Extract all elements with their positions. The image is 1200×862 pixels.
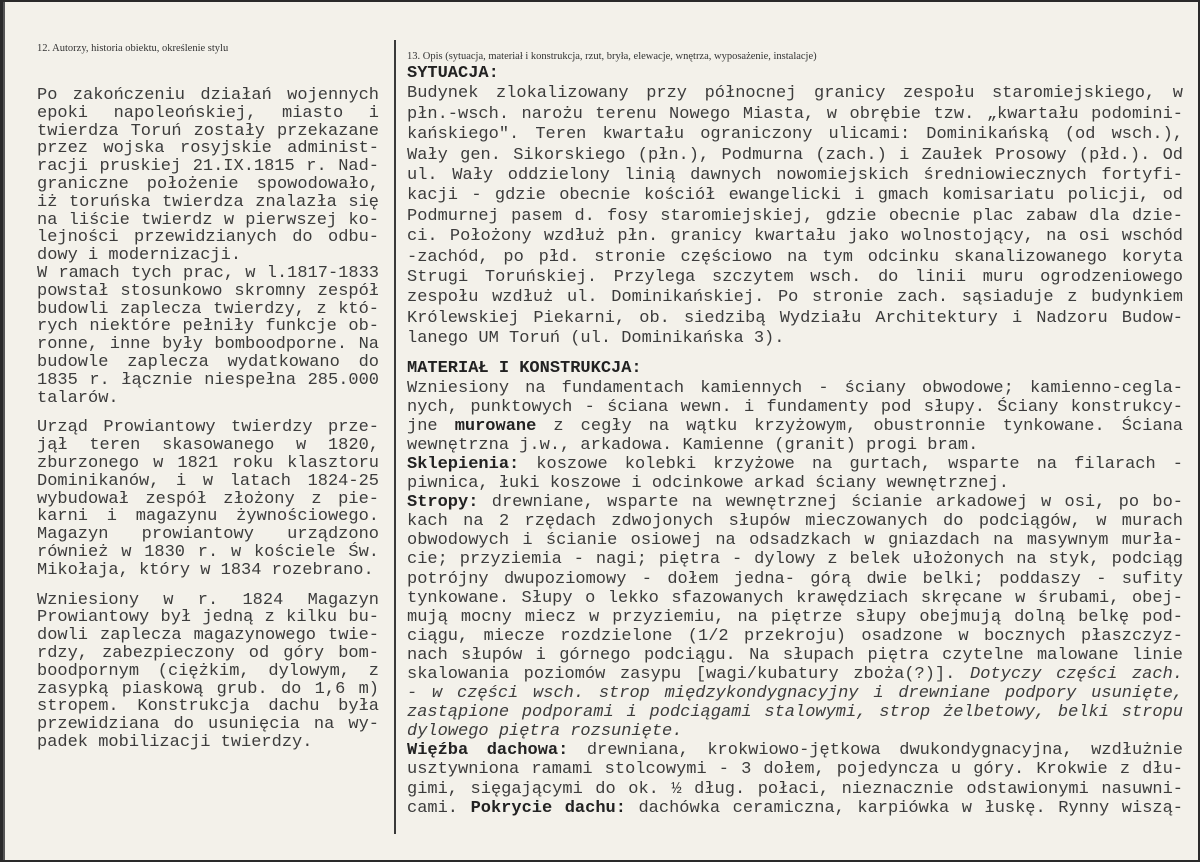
text-line: rych niektóre pełniły funkcje ob- bbox=[37, 317, 379, 337]
text-run: drewniana, krokwiowo-jętkowa dwukondygnacyjna, wzdłużnie bbox=[568, 741, 1183, 761]
text-line bbox=[407, 207, 1183, 227]
text-run: Budynek zlokalizowany przy północnej granicy zespołu staromiejskiego, w bbox=[407, 84, 1183, 104]
text-line: wybudował zespół złożony z pie- bbox=[37, 489, 379, 509]
description-section bbox=[407, 64, 1183, 349]
bold-label: Sklepienia: bbox=[407, 454, 520, 474]
text-line: również w 1830 r. w kościele Św. bbox=[37, 542, 379, 562]
text-run: Wzniesiony na fundamentach kamiennych - ściany obwodowe; kamienno-cegla- bbox=[407, 378, 1183, 398]
text-run: wewnętrzna j.w., arkadowa. Kamienne (granit) progi bram. bbox=[407, 435, 979, 455]
text-run: ul. Wały oddzielony linią dawnych nowomiejskich średniowiecznych fortyfi- bbox=[407, 165, 1183, 185]
text-run: kach na 2 rzędach zdwojonych słupów mieczowanych do podciągów, w murach bbox=[407, 512, 1183, 532]
text-line: epoki napoleońskiej, miasto i bbox=[37, 103, 379, 123]
text-line: 1835 r. łącznie niespełna 285.000 bbox=[37, 370, 379, 390]
text-run: dachówka ceramiczna, karpiówka w łuskę. Rynny wiszą- bbox=[625, 798, 1183, 818]
text-line: rdzy, zabezpieczony od góry bom- bbox=[37, 643, 379, 663]
text-line: zburzonego w 1821 roku klasztoru bbox=[37, 453, 379, 473]
text-run: Strugi Toruńskiej. Przylega szczytem wsch. do linii muru ogrodzeniowego bbox=[407, 267, 1183, 287]
text-run: płn.-wsch. narożu terenu Nowego Miasta, w obrębie tzw. „kwartału podomini- bbox=[407, 104, 1183, 124]
text-run: -zachód, po płd. stronie częściowo na tym odcinku skanalizowanego koryta bbox=[407, 247, 1183, 267]
text-line: boodpornym (ciężkim, dylowym, z bbox=[37, 661, 379, 681]
text-line bbox=[407, 627, 1183, 646]
text-run: obwodowych i ścianie osiowej na odsadzkach w gniazdach na masywnym murła- bbox=[407, 531, 1183, 551]
text-run: mują mocny miecz w przyziemiu, na piętrze słupy obejmują dolną belkę pod- bbox=[407, 607, 1183, 627]
history-paragraph bbox=[37, 592, 379, 752]
text-line: Mikołaja, który w 1834 rozebrano. bbox=[37, 560, 374, 580]
right-column-caption: 13. Opis (sytuacja, materiał i konstrukcja, rzut, bryła, elewacje, wnętrza, wyposażenie, instalacje) bbox=[407, 51, 817, 62]
text-line bbox=[407, 309, 1183, 329]
text-line bbox=[407, 436, 1183, 455]
text-run: nach słupów i górnego podciągu. Na słupach piętra czytelne malowane linie bbox=[407, 645, 1183, 665]
text-line bbox=[407, 684, 1183, 703]
text-line bbox=[407, 589, 1183, 608]
text-line: stropem. Konstrukcja dachu była bbox=[37, 697, 379, 717]
bold-label: Stropy: bbox=[407, 493, 479, 513]
text-line: przewidziana do usunięcia na wy- bbox=[37, 715, 379, 735]
text-line bbox=[407, 125, 1183, 145]
text-line bbox=[407, 550, 1183, 569]
text-run: usztywniona ramami stolcowymi - 3 dołem, pojedyncza u góry. Krokwie z dłu- bbox=[407, 760, 1183, 780]
text-run: skalowania poziomów zasypu [wagi/kubatury zboża(?)]. bbox=[407, 664, 971, 684]
history-paragraph bbox=[37, 265, 379, 407]
text-line: graniczne położenie spowodowało, bbox=[37, 174, 379, 194]
text-run: cie; przyziemia - nagi; piętra - dylowy z belek ułożonych na styk, podciąg bbox=[407, 550, 1183, 570]
left-column-caption: 12. Autorzy, historia obiektu, określenie stylu bbox=[37, 43, 229, 54]
text-line bbox=[407, 288, 1183, 308]
text-run: z cegły na wątku krzyżowym, obustronnie tynkowane. Ściana bbox=[536, 416, 1183, 436]
text-line bbox=[407, 186, 1183, 206]
bold-label: Więźba dachowa: bbox=[407, 741, 569, 761]
text-line bbox=[407, 455, 1183, 474]
text-run: piwnica, łuki koszowe i odcinkowe arkad ściany wewnętrznej. bbox=[407, 474, 1009, 494]
text-line bbox=[407, 665, 1183, 684]
text-line bbox=[407, 105, 1183, 125]
text-line: racji pruskiej 21.IX.1815 r. Nad- bbox=[37, 157, 379, 177]
text-line: przez wojska rosyjskie administ- bbox=[37, 139, 379, 159]
history-paragraph bbox=[37, 87, 379, 265]
text-run: cami. bbox=[407, 798, 471, 818]
text-run: gimi, sięgającymi do ok. ½ dług. połaci, nieznacznie odstawionymi nasuwni- bbox=[407, 779, 1183, 799]
text-line bbox=[407, 329, 1183, 349]
text-line: twierdza Toruń zostały przekazane bbox=[37, 121, 379, 141]
text-line: Po zakończeniu działań wojennych bbox=[37, 86, 379, 105]
text-line: jął teren skasowanego w 1820, bbox=[37, 436, 379, 456]
history-paragraph bbox=[37, 419, 379, 579]
text-line bbox=[407, 741, 1183, 760]
text-line bbox=[407, 646, 1183, 665]
text-run: Wały gen. Sikorskiego (płn.), Podmurna (zach.) i Zaułek Prosowy (płd.). Od bbox=[407, 145, 1183, 165]
text-run: zespołu wzdłuż ul. Dominikańskiej. Po stronie zach. sąsiaduje z budynkiem bbox=[407, 288, 1183, 308]
column-divider bbox=[394, 40, 396, 834]
text-run: drewniane, wsparte na wewnętrznej ścianie arkadowej w osi, po bo- bbox=[478, 493, 1183, 513]
text-line bbox=[407, 474, 1183, 493]
description-section bbox=[407, 359, 1183, 817]
text-line bbox=[407, 398, 1183, 417]
text-line: ronne, inne były bomboodporne. Na bbox=[37, 335, 379, 355]
text-line bbox=[407, 703, 1183, 722]
text-line bbox=[407, 84, 1183, 104]
text-run: kańskiego". Teren kwartału ograniczony ulicami: Dominikańską (od wsch.), bbox=[407, 125, 1183, 145]
text-line: Urząd Prowiantowy twierdzy prze- bbox=[37, 418, 379, 438]
italic-text: - w części wsch. strop międzykondygnacyjny i drewniane podpory usunięte, bbox=[407, 684, 1183, 704]
text-run: Królewskiej Piekarni, ob. siedzibą Wydziału Architektury i Nadzoru Budow- bbox=[407, 308, 1183, 328]
history-column bbox=[37, 87, 379, 764]
text-line: padek mobilizacji twierdzy. bbox=[37, 732, 313, 752]
text-line bbox=[407, 760, 1183, 779]
text-run: Podmurnej pasem d. fosy staromiejskiej, gdzie obecnie plac zabaw dla dzie- bbox=[407, 206, 1183, 226]
document-page bbox=[3, 2, 1198, 860]
text-line bbox=[407, 570, 1183, 589]
text-line bbox=[407, 417, 1183, 436]
italic-text: zastąpione podporami i podciągami stalowymi, strop żelbetowy, belki stropu bbox=[407, 703, 1183, 723]
italic-text: dylowego piętra rozsunięte. bbox=[407, 722, 683, 742]
text-line: iż toruńska twierdza znalazła się bbox=[37, 192, 379, 212]
text-line bbox=[407, 722, 1183, 741]
text-line: dowli zaplecza magazynowego twie- bbox=[37, 626, 379, 646]
text-run: nych, punktowych - ściana wewn. i fundamenty pod słupy. Ściany konstrukcy- bbox=[407, 397, 1183, 417]
text-line bbox=[407, 227, 1183, 247]
text-line: lejności przewidzianych do odbu- bbox=[37, 228, 379, 248]
text-line: Dominikanów, i w latach 1824-25 bbox=[37, 471, 379, 491]
text-run: ci. Położony wzdłuż płn. granicy kwartału jako wolnostojący, na osi wschód bbox=[407, 227, 1183, 247]
text-line: dowy i modernizacji. bbox=[37, 246, 242, 266]
description-column bbox=[407, 64, 1183, 828]
text-line bbox=[407, 799, 1183, 818]
text-line: powstał stosunkowo skromny zespół bbox=[37, 281, 379, 301]
text-run: jne bbox=[407, 416, 455, 436]
text-line bbox=[407, 379, 1183, 398]
text-run: ciągu, miecze rozdzielone (1/2 przekroju) osadzone w bocznych płaszczyz- bbox=[407, 626, 1183, 646]
text-run: lanego UM Toruń (ul. Dominikańska 3). bbox=[407, 329, 785, 349]
text-line bbox=[407, 608, 1183, 627]
text-line: na liście twierdz w pierwszej ko- bbox=[37, 210, 379, 230]
text-line: budowle zaplecza wydatkowano do bbox=[37, 352, 379, 372]
text-run: kacji - gdzie obecnie kościół ewangelicki i gmach komisariatu policji, od bbox=[407, 186, 1183, 206]
text-line: zasypką piaskową grub. do 1,6 m) bbox=[37, 679, 379, 699]
italic-text: Dotyczy części zach. bbox=[970, 664, 1183, 684]
text-run: potrójny dwupoziomowy - dołem jedna- górą dwie belki; poddaszy - sufity bbox=[407, 569, 1183, 589]
text-line bbox=[407, 780, 1183, 799]
text-line bbox=[407, 146, 1183, 166]
text-line: Prowiantowy był jedną z kilku bu- bbox=[37, 608, 379, 628]
text-line bbox=[407, 268, 1183, 288]
text-line: budowli zaplecza twierdzy, z któ- bbox=[37, 299, 379, 319]
text-line: talarów. bbox=[37, 388, 119, 408]
text-line: karni i magazynu żywnościowego. bbox=[37, 507, 379, 527]
text-line: W ramach tych prac, w l.1817-1833 bbox=[37, 263, 379, 283]
text-line: Magazyn prowiantowy urządzono bbox=[37, 525, 379, 545]
text-line bbox=[407, 512, 1183, 531]
bold-label: Pokrycie dachu: bbox=[470, 798, 626, 818]
text-line bbox=[407, 493, 1183, 512]
text-line bbox=[407, 531, 1183, 550]
text-run: koszowe kolebki krzyżowe na gurtach, wsparte na filarach - bbox=[519, 454, 1183, 474]
section-heading: SYTUACJA: bbox=[407, 64, 499, 83]
text-line bbox=[407, 166, 1183, 186]
section-heading: MATERIAŁ I KONSTRUKCJA: bbox=[407, 359, 642, 379]
text-line bbox=[407, 248, 1183, 268]
bold-label: murowane bbox=[454, 416, 537, 436]
text-run: tynkowane. Słupy o lekko sfazowanych krawędziach skręcane w śrubami, obej- bbox=[407, 588, 1183, 608]
text-line: Wzniesiony w r. 1824 Magazyn bbox=[37, 590, 379, 610]
